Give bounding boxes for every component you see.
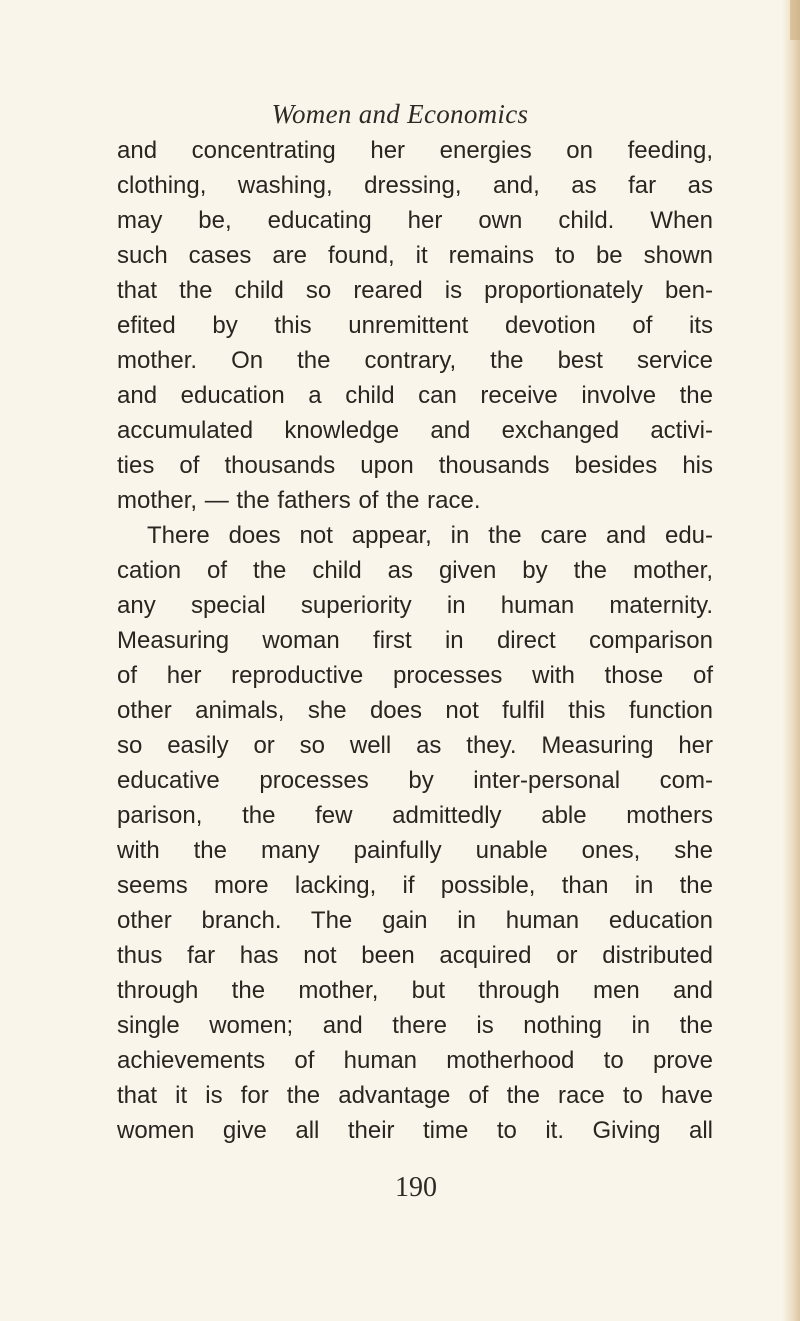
- text-line: achievements of human motherhood to prove: [117, 1047, 713, 1074]
- text-line: any special superiority in human maternity.: [117, 592, 713, 619]
- text-line: other branch. The gain in human education: [117, 907, 713, 934]
- text-line: parison, the few admittedly able mothers: [117, 802, 713, 829]
- text-line: may be, educating her own child. When: [117, 207, 713, 234]
- text-line: mother. On the contrary, the best service: [117, 347, 713, 374]
- text-line: single women; and there is nothing in the: [117, 1012, 713, 1039]
- page-edge-shadow: [782, 0, 800, 1321]
- text-line: cation of the child as given by the mother,: [117, 557, 713, 584]
- page-corner-shadow: [790, 0, 800, 40]
- text-line: with the many painfully unable ones, she: [117, 837, 713, 864]
- text-line: seems more lacking, if possible, than in the: [117, 872, 713, 899]
- text-line: and education a child can receive involve the: [117, 382, 713, 409]
- text-line: through the mother, but through men and: [117, 977, 713, 1004]
- text-line: Measuring woman first in direct comparison: [117, 627, 713, 654]
- text-line: There does not appear, in the care and edu-: [147, 522, 713, 549]
- text-line: ties of thousands upon thousands besides his: [117, 452, 713, 479]
- text-line: clothing, washing, dressing, and, as far as: [117, 172, 713, 199]
- body-text: [117, 133, 713, 1148]
- text-line: efited by this unremittent devotion of its: [117, 312, 713, 339]
- text-line: of her reproductive processes with those of: [117, 662, 713, 689]
- page-number: 190: [395, 1172, 437, 1203]
- text-line: that the child so reared is proportionately ben-: [117, 277, 713, 304]
- text-line: and concentrating her energies on feeding,: [117, 137, 713, 164]
- text-line: so easily or so well as they. Measuring her: [117, 732, 713, 759]
- text-line: that it is for the advantage of the race to have: [117, 1082, 713, 1109]
- text-line: women give all their time to it. Giving all: [117, 1117, 713, 1144]
- text-line: thus far has not been acquired or distributed: [117, 942, 713, 969]
- text-line: accumulated knowledge and exchanged activi-: [117, 417, 713, 444]
- text-line: other animals, she does not fulfil this function: [117, 697, 713, 724]
- text-line: educative processes by inter-personal com-: [117, 767, 713, 794]
- text-line: mother, — the fathers of the race.: [117, 487, 481, 514]
- text-line: such cases are found, it remains to be shown: [117, 242, 713, 269]
- running-head: Women and Economics: [271, 99, 529, 129]
